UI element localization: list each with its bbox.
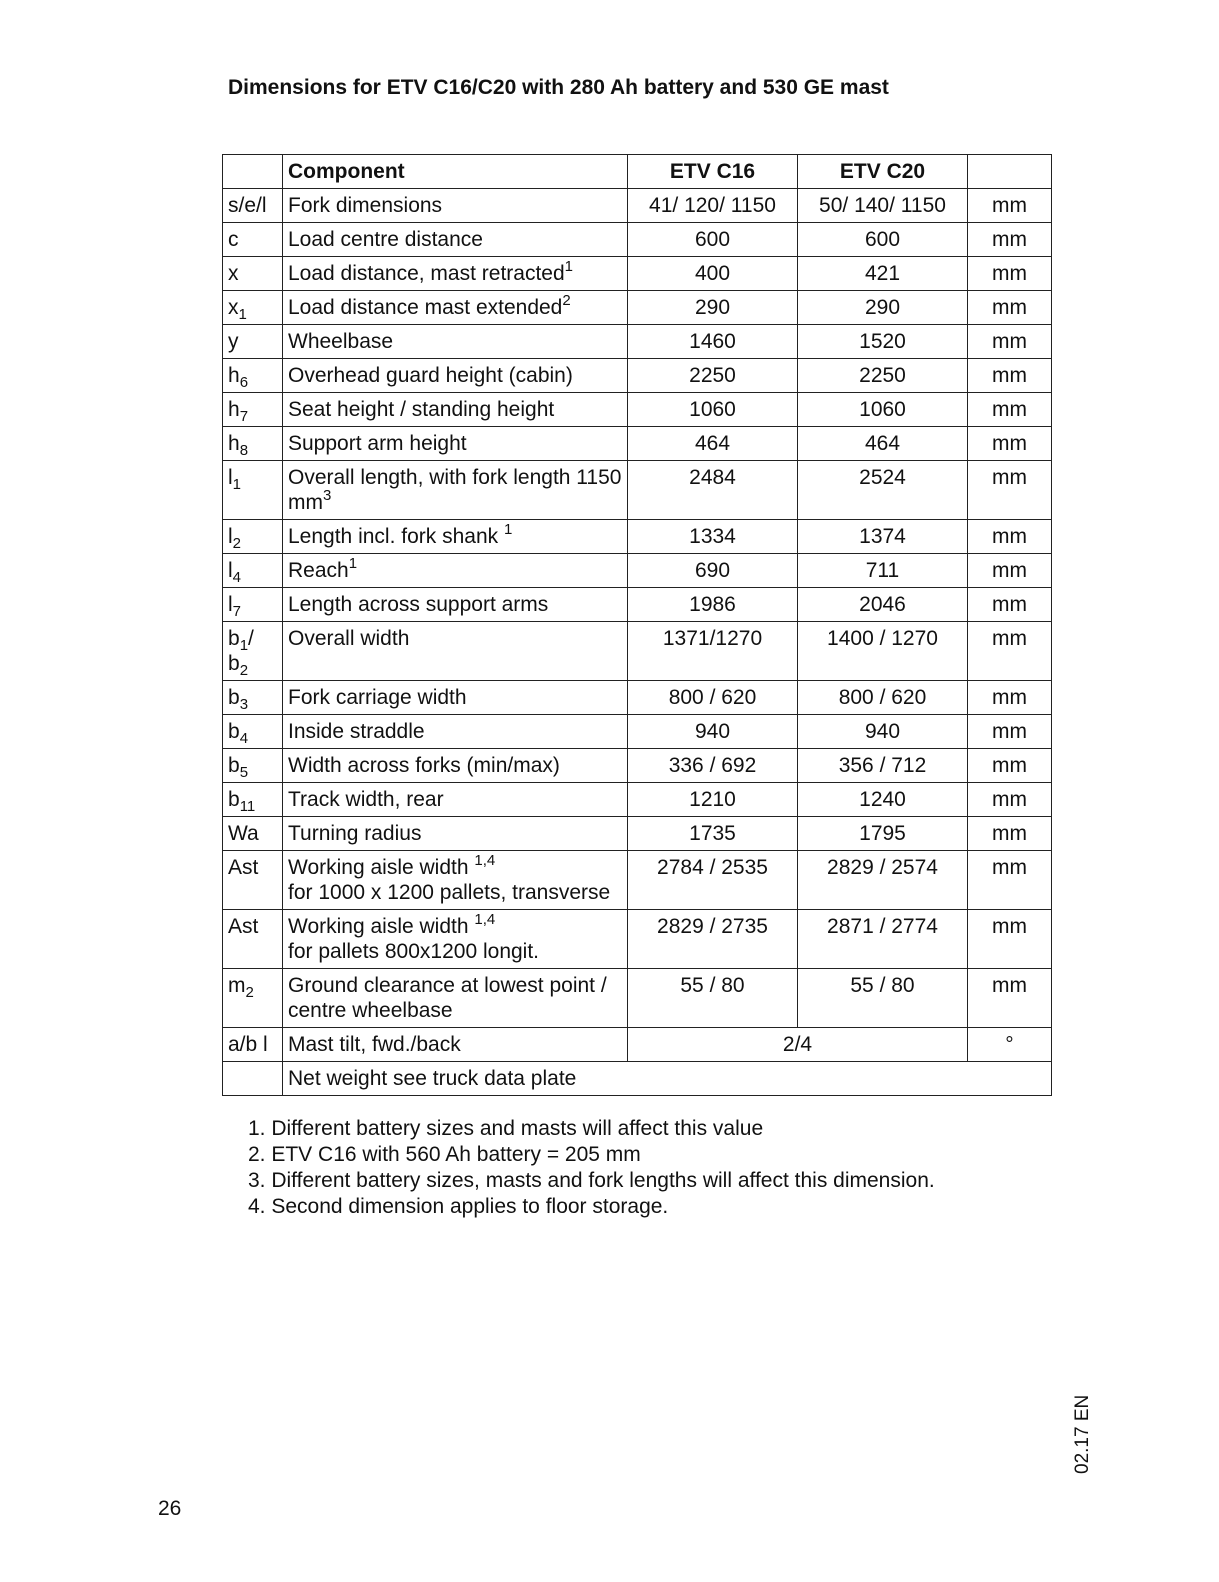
row-etv-c16: 1210 <box>628 783 798 817</box>
row-etv-c16: 1460 <box>628 325 798 359</box>
component-text: Overall width <box>288 627 410 650</box>
symbol-text: l <box>228 559 233 582</box>
table-row <box>223 291 1052 325</box>
row-etv-c20: 356 / 712 <box>798 749 968 783</box>
table-row <box>223 622 1052 681</box>
row-etv-c20: 800 / 620 <box>798 681 968 715</box>
row-etv-c20: 600 <box>798 223 968 257</box>
table-row <box>223 783 1052 817</box>
component-text: Load distance, mast retracted <box>288 262 565 285</box>
symbol-text: x <box>228 262 239 285</box>
row-component <box>283 715 628 749</box>
component-text: Working aisle width <box>288 915 475 938</box>
symbol-subscript: 1 <box>239 637 249 654</box>
component-text: Length across support arms <box>288 593 549 616</box>
row-component <box>283 681 628 715</box>
row-symbol <box>223 749 283 783</box>
row-etv-c16: 2784 / 2535 <box>628 851 798 910</box>
symbol-subscript: 1 <box>238 306 247 323</box>
page-number: 26 <box>158 1497 182 1520</box>
header-unit <box>968 155 1052 189</box>
header-symbol <box>223 155 283 189</box>
symbol-text: Ast <box>228 915 259 938</box>
symbol-text: Ast <box>228 856 259 879</box>
row-unit: mm <box>968 783 1052 817</box>
row-etv-c16: 1060 <box>628 393 798 427</box>
symbol-subscript-2: 2 <box>239 662 249 679</box>
component-text: Overall length, with fork length 1150 mm <box>288 466 622 514</box>
symbol-text: x <box>228 296 239 319</box>
table-row <box>223 969 1052 1028</box>
row-etv-c20: 1060 <box>798 393 968 427</box>
header-etv-c16: ETV C16 <box>628 155 798 189</box>
footnotes <box>248 1116 935 1220</box>
dimensions-table <box>222 154 1052 1096</box>
row-etv-c16: 1334 <box>628 520 798 554</box>
table-row <box>223 393 1052 427</box>
row-symbol <box>223 969 283 1028</box>
component-footnote-ref: 3 <box>323 487 332 504</box>
header-component: Component <box>283 155 628 189</box>
component-text: Turning radius <box>288 822 422 845</box>
row-component <box>283 817 628 851</box>
symbol-subscript: 6 <box>239 374 249 391</box>
table-row <box>223 520 1052 554</box>
row-component: Net weight see truck data plate <box>283 1062 1052 1096</box>
row-etv-c16: 600 <box>628 223 798 257</box>
row-etv-c16: 290 <box>628 291 798 325</box>
row-unit: mm <box>968 681 1052 715</box>
table-row <box>223 325 1052 359</box>
row-component <box>283 851 628 910</box>
row-unit: mm <box>968 715 1052 749</box>
symbol-subscript: 7 <box>239 408 249 425</box>
row-etv-c20: 2524 <box>798 461 968 520</box>
row-component <box>283 554 628 588</box>
symbol-text: m <box>228 974 246 997</box>
table-row <box>223 359 1052 393</box>
table-row <box>223 817 1052 851</box>
symbol-text: h <box>228 364 240 387</box>
symbol-text: Wa <box>228 822 259 845</box>
table-row <box>223 189 1052 223</box>
row-unit: mm <box>968 325 1052 359</box>
symbol-subscript: 4 <box>239 730 249 747</box>
table-row <box>223 715 1052 749</box>
row-unit: mm <box>968 817 1052 851</box>
row-etv-c16: 1986 <box>628 588 798 622</box>
symbol-text: b <box>228 686 240 709</box>
row-unit: mm <box>968 223 1052 257</box>
row-etv-c16: 1735 <box>628 817 798 851</box>
symbol-subscript: 2 <box>245 984 254 1001</box>
row-etv-c16: 2484 <box>628 461 798 520</box>
row-etv-c20: 1240 <box>798 783 968 817</box>
row-unit: mm <box>968 969 1052 1028</box>
row-etv-c16: 1371/1270 <box>628 622 798 681</box>
row-component <box>283 359 628 393</box>
row-component <box>283 257 628 291</box>
row-etv-c20: 1520 <box>798 325 968 359</box>
row-component <box>283 427 628 461</box>
row-symbol <box>223 393 283 427</box>
row-unit: mm <box>968 393 1052 427</box>
row-symbol <box>223 257 283 291</box>
row-unit: mm <box>968 291 1052 325</box>
row-etv-c16: 2829 / 2735 <box>628 910 798 969</box>
row-etv-c16: 690 <box>628 554 798 588</box>
table-row <box>223 749 1052 783</box>
component-text: Fork carriage width <box>288 686 467 709</box>
row-symbol <box>223 189 283 223</box>
row-symbol <box>223 325 283 359</box>
row-etv-c20: 55 / 80 <box>798 969 968 1028</box>
table-row <box>223 681 1052 715</box>
row-unit: mm <box>968 189 1052 223</box>
row-symbol <box>223 427 283 461</box>
component-footnote-ref: 1 <box>503 521 513 538</box>
symbol-subscript: 11 <box>239 798 256 815</box>
table-row <box>223 851 1052 910</box>
symbol-text: b <box>228 788 240 811</box>
row-unit: mm <box>968 461 1052 520</box>
row-etv-c20: 2829 / 2574 <box>798 851 968 910</box>
row-etv-c20: 940 <box>798 715 968 749</box>
component-text: Working aisle width <box>288 856 475 879</box>
row-unit: ° <box>968 1028 1052 1062</box>
row-etv-c16: 800 / 620 <box>628 681 798 715</box>
component-text: Overhead guard height (cabin) <box>288 364 573 387</box>
row-symbol <box>223 291 283 325</box>
component-text: Track width, rear <box>288 788 444 811</box>
table-row <box>223 554 1052 588</box>
table-row-net-weight <box>223 1062 1052 1096</box>
symbol-text: h <box>228 432 240 455</box>
row-unit: mm <box>968 749 1052 783</box>
component-footnote-ref: 1 <box>564 258 573 275</box>
symbol-text: s/e/l <box>228 194 267 217</box>
row-symbol <box>223 520 283 554</box>
component-text: Load distance mast extended <box>288 296 563 319</box>
row-etv-c20: 1374 <box>798 520 968 554</box>
footnote-1: 1. Different battery sizes and masts will affect this value <box>248 1117 764 1140</box>
row-etv-c16: 400 <box>628 257 798 291</box>
symbol-text: b <box>228 720 240 743</box>
row-etv-c16: 2250 <box>628 359 798 393</box>
table-row <box>223 427 1052 461</box>
row-symbol <box>223 910 283 969</box>
row-component <box>283 325 628 359</box>
symbol-text-2: / b <box>228 627 254 675</box>
symbol-text: c <box>228 228 239 251</box>
symbol-subscript: 7 <box>232 603 242 620</box>
row-etv-c20: 50/ 140/ 1150 <box>798 189 968 223</box>
row-component: Mast tilt, fwd./back <box>283 1028 628 1062</box>
row-symbol <box>223 554 283 588</box>
component-text: Fork dimensions <box>288 194 443 217</box>
row-component <box>283 622 628 681</box>
symbol-subscript: 5 <box>239 764 249 781</box>
component-text: Width across forks (min/max) <box>288 754 560 777</box>
row-unit: mm <box>968 257 1052 291</box>
symbol-text: b <box>228 627 240 650</box>
row-symbol <box>223 622 283 681</box>
symbol-text: h <box>228 398 240 421</box>
row-etv-c20: 2046 <box>798 588 968 622</box>
row-etv-c20: 421 <box>798 257 968 291</box>
row-symbol <box>223 461 283 520</box>
row-symbol: a/b l <box>223 1028 283 1062</box>
row-unit: mm <box>968 588 1052 622</box>
row-etv-c20: 464 <box>798 427 968 461</box>
row-etv-c16: 940 <box>628 715 798 749</box>
row-unit: mm <box>968 622 1052 681</box>
row-component <box>283 588 628 622</box>
row-component <box>283 291 628 325</box>
row-tilt-value: 2/4 <box>628 1028 968 1062</box>
row-component <box>283 969 628 1028</box>
row-unit: mm <box>968 427 1052 461</box>
row-etv-c20: 2250 <box>798 359 968 393</box>
component-text: Inside straddle <box>288 720 425 743</box>
row-etv-c20: 711 <box>798 554 968 588</box>
row-unit: mm <box>968 554 1052 588</box>
component-text: Support arm height <box>288 432 467 455</box>
symbol-subscript: 1 <box>232 476 242 493</box>
component-text: Length incl. fork shank <box>288 525 504 548</box>
header-etv-c20: ETV C20 <box>798 155 968 189</box>
component-text: Reach <box>288 559 349 582</box>
table-row <box>223 910 1052 969</box>
symbol-subscript: 4 <box>232 569 242 586</box>
symbol-text: b <box>228 754 240 777</box>
row-component <box>283 223 628 257</box>
row-etv-c16: 41/ 120/ 1150 <box>628 189 798 223</box>
footnote-4: 4. Second dimension applies to floor storage. <box>248 1195 669 1218</box>
row-component <box>283 461 628 520</box>
footnote-3: 3. Different battery sizes, masts and fork lengths will affect this dimension. <box>248 1169 935 1192</box>
table-row <box>223 588 1052 622</box>
table-row-mast-tilt <box>223 1028 1052 1062</box>
component-text: Seat height / standing height <box>288 398 555 421</box>
symbol-subscript: 8 <box>239 442 249 459</box>
component-footnote-ref: 1,4 <box>474 852 496 869</box>
row-symbol <box>223 681 283 715</box>
table-row <box>223 257 1052 291</box>
row-unit: mm <box>968 851 1052 910</box>
symbol-text: l <box>228 466 233 489</box>
document-code: 02.17 EN <box>1072 1394 1093 1474</box>
row-etv-c20: 1795 <box>798 817 968 851</box>
component-footnote-ref: 1 <box>348 555 358 572</box>
component-text-2: for 1000 x 1200 pallets, transverse <box>288 881 611 904</box>
symbol-text: l <box>228 525 233 548</box>
component-text: Load centre distance <box>288 228 483 251</box>
component-text-2: for pallets 800x1200 longit. <box>288 940 540 963</box>
row-etv-c20: 290 <box>798 291 968 325</box>
row-symbol <box>223 817 283 851</box>
row-symbol <box>223 359 283 393</box>
symbol-subscript: 3 <box>239 696 249 713</box>
row-etv-c20: 1400 / 1270 <box>798 622 968 681</box>
row-symbol <box>223 223 283 257</box>
symbol-text: y <box>228 330 239 353</box>
row-component <box>283 749 628 783</box>
component-text: Ground clearance at lowest point / centre wheelbase <box>288 974 607 1022</box>
table-header-row <box>223 155 1052 189</box>
symbol-text: l <box>228 593 233 616</box>
row-unit: mm <box>968 910 1052 969</box>
row-unit: mm <box>968 359 1052 393</box>
row-unit: mm <box>968 520 1052 554</box>
row-etv-c20: 2871 / 2774 <box>798 910 968 969</box>
component-footnote-ref: 1,4 <box>474 911 496 928</box>
row-symbol <box>223 851 283 910</box>
symbol-subscript: 2 <box>232 535 242 552</box>
footnote-2: 2. ETV C16 with 560 Ah battery = 205 mm <box>248 1143 641 1166</box>
table-row <box>223 223 1052 257</box>
row-component <box>283 189 628 223</box>
row-symbol <box>223 588 283 622</box>
page-title: Dimensions for ETV C16/C20 with 280 Ah battery and 530 GE mast <box>228 76 889 99</box>
row-etv-c16: 55 / 80 <box>628 969 798 1028</box>
row-component <box>283 520 628 554</box>
row-symbol <box>223 783 283 817</box>
row-etv-c16: 464 <box>628 427 798 461</box>
table-row <box>223 461 1052 520</box>
row-component <box>283 783 628 817</box>
component-text: Wheelbase <box>288 330 394 353</box>
row-component <box>283 910 628 969</box>
row-etv-c16: 336 / 692 <box>628 749 798 783</box>
component-footnote-ref: 2 <box>562 292 571 309</box>
row-symbol <box>223 1062 283 1096</box>
row-symbol <box>223 715 283 749</box>
row-component <box>283 393 628 427</box>
